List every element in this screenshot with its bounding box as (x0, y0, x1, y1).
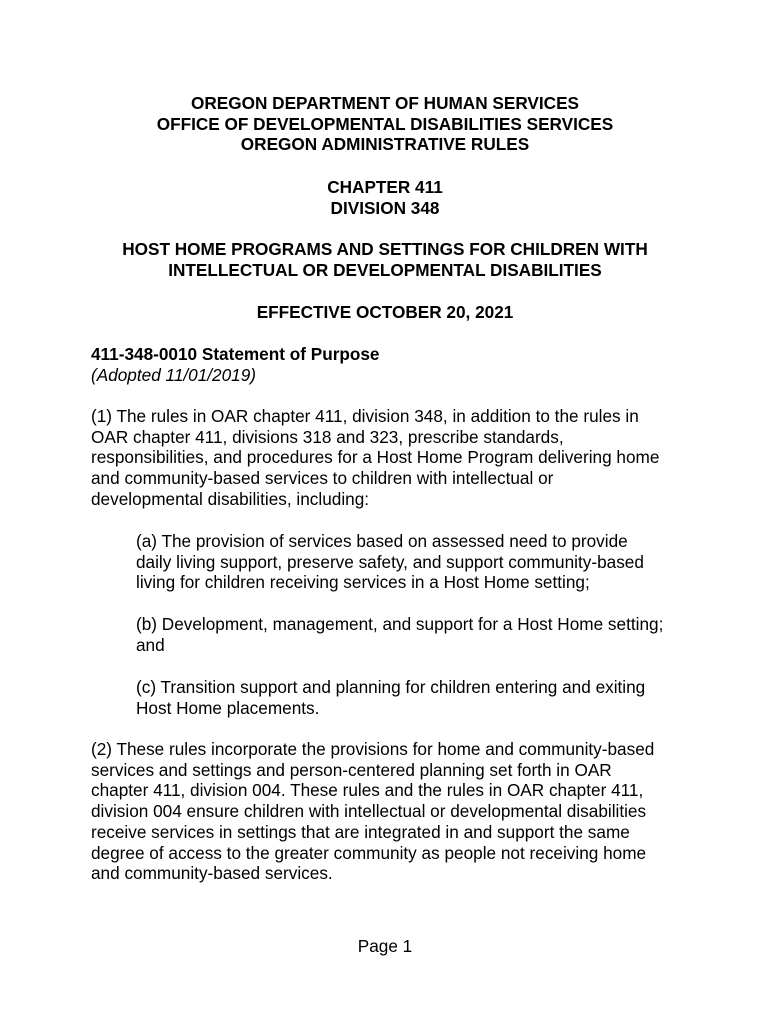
paragraph-line: services and settings and person-centered planning set forth in OAR (91, 759, 612, 780)
paragraph-line: (a) The provision of services based on assessed need to provide (136, 531, 628, 551)
effective-date: EFFECTIVE OCTOBER 20, 2021 (256, 302, 514, 322)
paragraph-line: (c) Transition support and planning for children entering and exiting (136, 677, 646, 697)
agency-header (0, 93, 770, 155)
division-number: DIVISION 348 (330, 197, 440, 218)
paragraph-line: Host Home placements. (136, 697, 320, 718)
paragraph-line: and community-based services to children with intellectual or (91, 468, 554, 489)
paragraph-line: receive services in settings that are integrated in and support the same (91, 821, 630, 842)
title-line-1: HOST HOME PROGRAMS AND SETTINGS FOR CHILDREN WITH (122, 239, 648, 259)
paragraph-line: OAR chapter 411, divisions 318 and 323, prescribe standards, (91, 426, 564, 447)
paragraph-line: developmental disabilities, including: (91, 488, 370, 509)
chapter-block (0, 177, 770, 218)
item-b-paragraph (136, 614, 696, 655)
paragraph-line: (1) The rules in OAR chapter 411, division 348, in addition to the rules in (91, 406, 639, 426)
header-line-2: OFFICE OF DEVELOPMENTAL DISABILITIES SERVICES (156, 113, 614, 134)
header-line-1: OREGON DEPARTMENT OF HUMAN SERVICES (190, 93, 580, 113)
section-2-paragraph (91, 739, 691, 884)
paragraph-line: daily living support, preserve safety, and support community-based (136, 551, 644, 572)
page-number: Page 1 (357, 936, 413, 956)
adopted-date: (Adopted 11/01/2019) (91, 365, 257, 385)
paragraph-line: and (136, 634, 165, 655)
paragraph-line: living for children receiving services in a Host Home setting; (136, 572, 590, 593)
chapter-number: CHAPTER 411 (327, 177, 443, 197)
paragraph-line: chapter 411, division 004. These rules and the rules in OAR chapter 411, (91, 780, 644, 801)
document-title (0, 239, 770, 280)
paragraph-line: degree of access to the greater community as people not receiving home (91, 842, 647, 863)
paragraph-line: (2) These rules incorporate the provisions for home and community-based (91, 739, 655, 759)
title-line-2: INTELLECTUAL OR DEVELOPMENTAL DISABILITIES (168, 259, 602, 280)
item-c-paragraph (136, 677, 696, 718)
rule-heading: 411-348-0010 Statement of Purpose (91, 344, 380, 364)
item-a-paragraph (136, 531, 696, 593)
paragraph-line: division 004 ensure children with intellectual or developmental disabilities (91, 801, 647, 822)
paragraph-line: and community-based services. (91, 863, 333, 884)
paragraph-line: responsibilities, and procedures for a Host Home Program delivering home (91, 447, 660, 468)
header-line-3: OREGON ADMINISTRATIVE RULES (240, 134, 530, 155)
section-1-paragraph (91, 406, 691, 510)
paragraph-line: (b) Development, management, and support for a Host Home setting; (136, 614, 664, 634)
